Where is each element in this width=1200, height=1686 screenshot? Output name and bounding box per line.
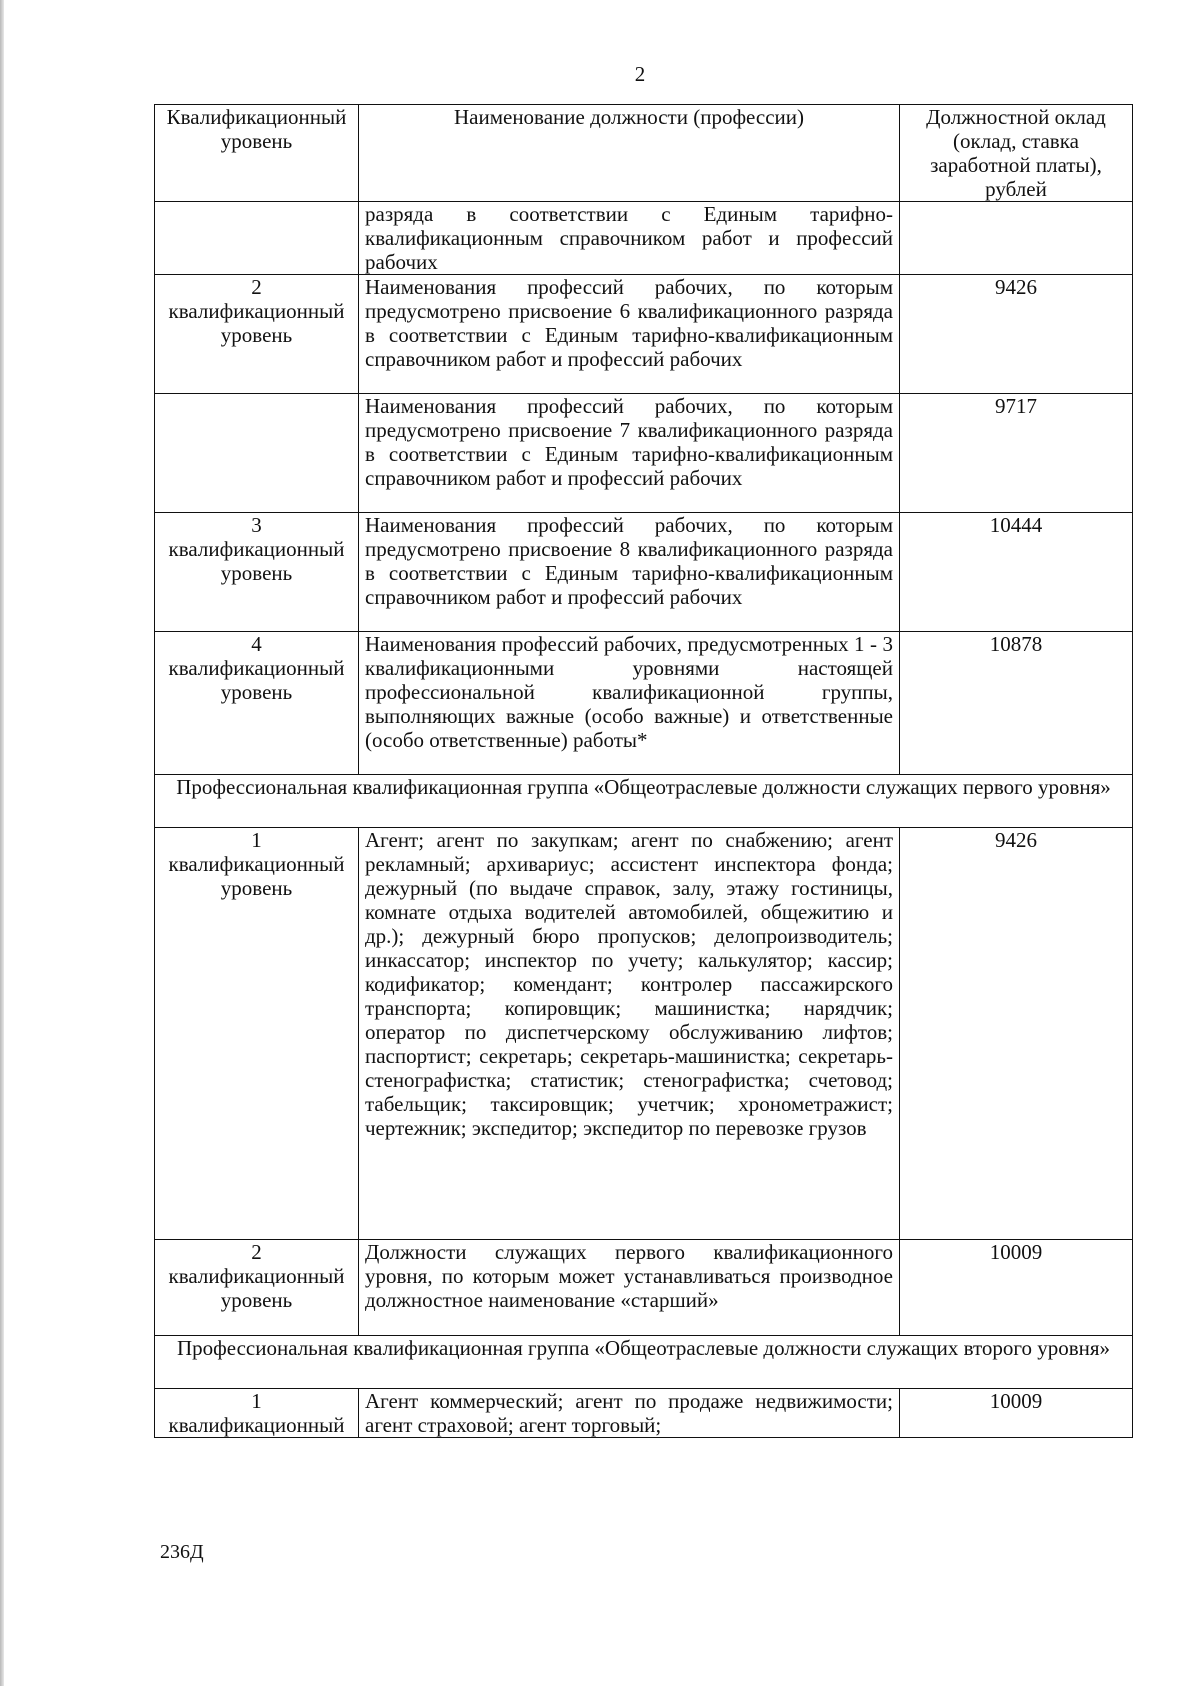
table-row [155, 632, 1133, 775]
row-salary: 9717 [900, 394, 1133, 513]
table-row [155, 202, 1133, 275]
row-salary [900, 202, 1133, 275]
row-level [155, 394, 359, 513]
table-header-row [155, 105, 1133, 202]
row-level: 1 квалификационный уровень [155, 828, 359, 1240]
row-level: 2 квалификационный уровень [155, 1240, 359, 1336]
table-row [155, 394, 1133, 513]
row-position-name: Должности служащих первого квалификационного уровня, по которым может устанавливаться производное должностное наименование «старший» [359, 1240, 900, 1336]
row-salary: 10009 [900, 1240, 1133, 1336]
row-position-name: Наименования профессий рабочих, по которым предусмотрено присвоение 8 квалификационного разряда в соответствии с Единым тарифно-квалификационным справочником работ и профессий рабочих [359, 513, 900, 632]
row-level [155, 202, 359, 275]
header-level: Квалификационный уровень [155, 105, 359, 202]
table-row [155, 1240, 1133, 1336]
row-salary: 9426 [900, 828, 1133, 1240]
row-level: 4 квалификационный уровень [155, 632, 359, 775]
table-row [155, 828, 1133, 1240]
header-salary: Должностной оклад (оклад, ставка заработной платы), рублей [900, 105, 1133, 202]
row-salary: 10878 [900, 632, 1133, 775]
row-level: 3 квалификационный уровень [155, 513, 359, 632]
group-heading: Профессиональная квалификационная группа «Общеотраслевые должности служащих первого уровня» [155, 775, 1133, 828]
document-code: 236Д [160, 1541, 204, 1563]
group-heading-row [155, 1336, 1133, 1389]
row-position-name: Агент коммерческий; агент по продаже недвижимости; агент страховой; агент торговый; [359, 1389, 900, 1438]
group-heading-row [155, 775, 1133, 828]
salary-table [154, 104, 1133, 1438]
row-salary: 10009 [900, 1389, 1133, 1438]
table-row [155, 275, 1133, 394]
page-number: 2 [634, 62, 646, 86]
row-position-name: Наименования профессий рабочих, по которым предусмотрено присвоение 6 квалификационного разряда в соответствии с Единым тарифно-квалификационным справочником работ и профессий рабочих [359, 275, 900, 394]
scan-edge [0, 0, 4, 1686]
table-row [155, 513, 1133, 632]
row-salary: 9426 [900, 275, 1133, 394]
table-row [155, 1389, 1133, 1438]
row-level: 1 квалификационный [155, 1389, 359, 1438]
row-level: 2 квалификационный уровень [155, 275, 359, 394]
header-name: Наименование должности (профессии) [359, 105, 900, 202]
row-position-name: Наименования профессий рабочих, предусмотренных 1 - 3 квалификационными уровнями настоящей профессиональной квалификационной группы, выполняющих важные (особо важные) и ответственные (особо ответственные) работы* [359, 632, 900, 775]
row-position-name: Агент; агент по закупкам; агент по снабжению; агент рекламный; архивариус; ассистент инспектора фонда; дежурный (по выдаче справок, залу, этажу гостиницы, комнате отдыха водителей автомобилей, общежитию и др.); дежурный бюро пропусков; делопроизводитель; инкассатор; инспектор по учету; калькулятор; кассир; кодификатор; комендант; контролер пассажирского транспорта; копировщик; машинистка; нарядчик; оператор по диспетчерскому обслуживанию лифтов; паспортист; секретарь; секретарь-машинистка; секретарь-стенографистка; статистик; стенографистка; счетовод; табельщик; таксировщик; учетчик; хронометражист; чертежник; экспедитор; экспедитор по перевозке грузов [359, 828, 900, 1240]
row-salary: 10444 [900, 513, 1133, 632]
row-position-name: Наименования профессий рабочих, по которым предусмотрено присвоение 7 квалификационного разряда в соответствии с Единым тарифно-квалификационным справочником работ и профессий рабочих [359, 394, 900, 513]
row-position-name: разряда в соответствии с Единым тарифно-квалификационным справочником работ и профессий рабочих [359, 202, 900, 275]
group-heading: Профессиональная квалификационная группа «Общеотраслевые должности служащих второго уровня» [155, 1336, 1133, 1389]
